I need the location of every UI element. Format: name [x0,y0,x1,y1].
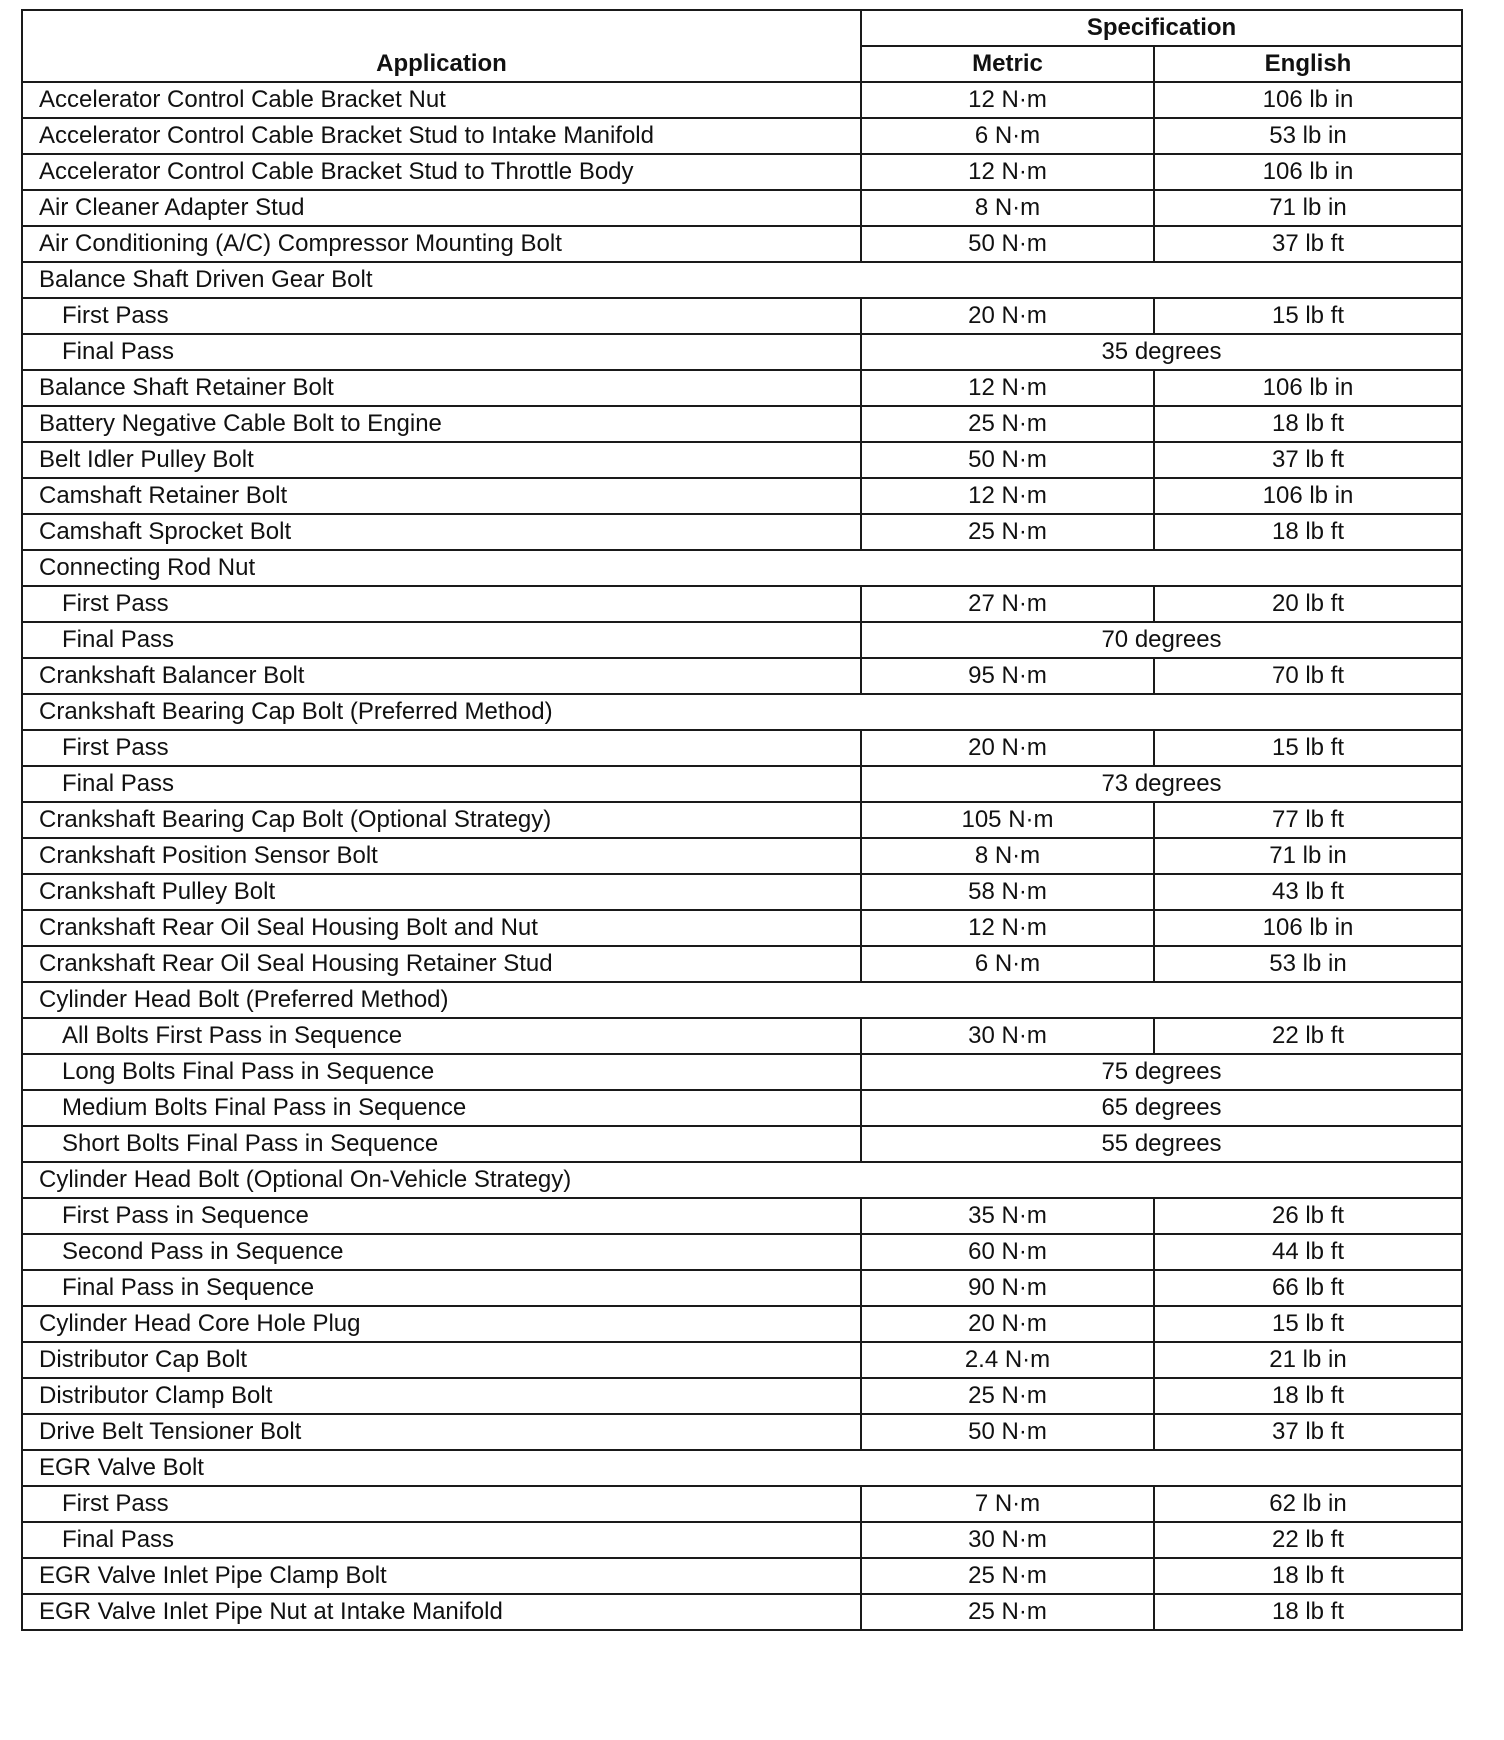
application-cell: Medium Bolts Final Pass in Sequence [22,1090,861,1126]
english-cell: 37 lb ft [1154,1414,1462,1450]
english-cell: 18 lb ft [1154,406,1462,442]
english-cell: 106 lb in [1154,478,1462,514]
application-cell: First Pass [22,586,861,622]
application-cell: Drive Belt Tensioner Bolt [22,1414,861,1450]
table-row [22,838,1462,874]
application-cell: Air Cleaner Adapter Stud [22,190,861,226]
metric-cell: 25 N·m [861,1594,1154,1630]
table-row [22,406,1462,442]
english-header: English [1154,46,1462,82]
english-cell: 70 lb ft [1154,658,1462,694]
metric-cell: 12 N·m [861,370,1154,406]
metric-cell: 6 N·m [861,118,1154,154]
application-cell: Accelerator Control Cable Bracket Stud to Intake Manifold [22,118,861,154]
application-cell: Distributor Clamp Bolt [22,1378,861,1414]
metric-cell: 25 N·m [861,1558,1154,1594]
metric-cell: 20 N·m [861,298,1154,334]
table-row [22,1378,1462,1414]
application-cell: Battery Negative Cable Bolt to Engine [22,406,861,442]
table-row [22,298,1462,334]
table-row [22,442,1462,478]
application-cell: Crankshaft Bearing Cap Bolt (Optional Strategy) [22,802,861,838]
metric-cell: 50 N·m [861,226,1154,262]
application-cell: Final Pass in Sequence [22,1270,861,1306]
angle-spec-cell: 70 degrees [861,622,1462,658]
table-row [22,1054,1462,1090]
metric-cell: 25 N·m [861,514,1154,550]
english-cell: 22 lb ft [1154,1522,1462,1558]
table-row [22,118,1462,154]
application-cell: First Pass [22,730,861,766]
metric-cell: 2.4 N·m [861,1342,1154,1378]
application-cell: All Bolts First Pass in Sequence [22,1018,861,1054]
english-cell: 18 lb ft [1154,1378,1462,1414]
application-cell: Belt Idler Pulley Bolt [22,442,861,478]
header-row-top [22,10,1462,46]
table-row [22,82,1462,118]
table-row [22,1126,1462,1162]
application-cell: Accelerator Control Cable Bracket Stud to Throttle Body [22,154,861,190]
application-cell: Crankshaft Position Sensor Bolt [22,838,861,874]
application-cell: Camshaft Sprocket Bolt [22,514,861,550]
application-cell: Balance Shaft Retainer Bolt [22,370,861,406]
table-row [22,1486,1462,1522]
table-header [22,10,1462,82]
application-cell: Cylinder Head Bolt (Optional On-Vehicle Strategy) [22,1162,1462,1198]
table-row [22,1558,1462,1594]
application-cell: First Pass [22,298,861,334]
english-cell: 62 lb in [1154,1486,1462,1522]
application-cell: Crankshaft Rear Oil Seal Housing Retainer Stud [22,946,861,982]
application-cell: Camshaft Retainer Bolt [22,478,861,514]
english-cell: 18 lb ft [1154,1594,1462,1630]
application-cell: Crankshaft Balancer Bolt [22,658,861,694]
angle-spec-cell: 55 degrees [861,1126,1462,1162]
metric-cell: 12 N·m [861,82,1154,118]
english-cell: 18 lb ft [1154,1558,1462,1594]
table-row [22,1234,1462,1270]
english-cell: 18 lb ft [1154,514,1462,550]
metric-cell: 90 N·m [861,1270,1154,1306]
english-cell: 37 lb ft [1154,442,1462,478]
metric-cell: 25 N·m [861,406,1154,442]
english-cell: 43 lb ft [1154,874,1462,910]
english-cell: 53 lb in [1154,946,1462,982]
application-cell: Second Pass in Sequence [22,1234,861,1270]
english-cell: 71 lb in [1154,190,1462,226]
table-row [22,658,1462,694]
table-body [22,82,1462,1630]
metric-cell: 35 N·m [861,1198,1154,1234]
table-row [22,874,1462,910]
application-cell: Distributor Cap Bolt [22,1342,861,1378]
application-cell: Crankshaft Bearing Cap Bolt (Preferred Method) [22,694,1462,730]
english-cell: 106 lb in [1154,910,1462,946]
english-cell: 44 lb ft [1154,1234,1462,1270]
application-cell: Long Bolts Final Pass in Sequence [22,1054,861,1090]
english-cell: 22 lb ft [1154,1018,1462,1054]
table-row [22,1306,1462,1342]
table-row [22,154,1462,190]
table-row [22,910,1462,946]
application-cell: Crankshaft Pulley Bolt [22,874,861,910]
angle-spec-cell: 75 degrees [861,1054,1462,1090]
table-row [22,190,1462,226]
metric-cell: 12 N·m [861,478,1154,514]
english-cell: 26 lb ft [1154,1198,1462,1234]
group-row [22,1162,1462,1198]
table-row [22,334,1462,370]
table-row [22,370,1462,406]
metric-cell: 25 N·m [861,1378,1154,1414]
english-cell: 106 lb in [1154,82,1462,118]
table-row [22,802,1462,838]
application-cell: EGR Valve Bolt [22,1450,1462,1486]
application-cell: Final Pass [22,1522,861,1558]
table-row [22,226,1462,262]
table-row [22,1090,1462,1126]
table-row [22,1270,1462,1306]
metric-cell: 20 N·m [861,1306,1154,1342]
table-row [22,1018,1462,1054]
english-cell: 106 lb in [1154,154,1462,190]
metric-cell: 30 N·m [861,1018,1154,1054]
application-cell: First Pass in Sequence [22,1198,861,1234]
metric-cell: 12 N·m [861,910,1154,946]
english-cell: 21 lb in [1154,1342,1462,1378]
group-row [22,982,1462,1018]
metric-cell: 7 N·m [861,1486,1154,1522]
english-cell: 15 lb ft [1154,1306,1462,1342]
english-cell: 20 lb ft [1154,586,1462,622]
metric-cell: 8 N·m [861,190,1154,226]
english-cell: 15 lb ft [1154,730,1462,766]
angle-spec-cell: 73 degrees [861,766,1462,802]
english-cell: 66 lb ft [1154,1270,1462,1306]
metric-cell: 12 N·m [861,154,1154,190]
table-row [22,622,1462,658]
english-cell: 106 lb in [1154,370,1462,406]
metric-cell: 58 N·m [861,874,1154,910]
english-cell: 71 lb in [1154,838,1462,874]
group-row [22,262,1462,298]
metric-cell: 60 N·m [861,1234,1154,1270]
metric-cell: 50 N·m [861,442,1154,478]
metric-cell: 8 N·m [861,838,1154,874]
metric-cell: 30 N·m [861,1522,1154,1558]
english-cell: 15 lb ft [1154,298,1462,334]
application-cell: Final Pass [22,766,861,802]
table-row [22,514,1462,550]
application-cell: Cylinder Head Core Hole Plug [22,1306,861,1342]
table-row [22,1198,1462,1234]
group-row [22,1450,1462,1486]
english-cell: 37 lb ft [1154,226,1462,262]
english-cell: 77 lb ft [1154,802,1462,838]
application-cell: Crankshaft Rear Oil Seal Housing Bolt and Nut [22,910,861,946]
specification-header: Specification [861,10,1462,46]
application-cell: Short Bolts Final Pass in Sequence [22,1126,861,1162]
application-cell: EGR Valve Inlet Pipe Nut at Intake Manifold [22,1594,861,1630]
application-cell: Air Conditioning (A/C) Compressor Mounting Bolt [22,226,861,262]
application-header: Application [22,10,861,82]
application-cell: Balance Shaft Driven Gear Bolt [22,262,1462,298]
group-row [22,694,1462,730]
metric-header: Metric [861,46,1154,82]
table-row [22,730,1462,766]
angle-spec-cell: 65 degrees [861,1090,1462,1126]
torque-spec-table [21,9,1463,1631]
angle-spec-cell: 35 degrees [861,334,1462,370]
application-cell: Final Pass [22,334,861,370]
application-cell: Accelerator Control Cable Bracket Nut [22,82,861,118]
group-row [22,550,1462,586]
metric-cell: 27 N·m [861,586,1154,622]
table-row [22,946,1462,982]
table-row [22,1522,1462,1558]
application-cell: Final Pass [22,622,861,658]
table-row [22,1594,1462,1630]
metric-cell: 95 N·m [861,658,1154,694]
application-cell: EGR Valve Inlet Pipe Clamp Bolt [22,1558,861,1594]
metric-cell: 50 N·m [861,1414,1154,1450]
table-row [22,1342,1462,1378]
metric-cell: 20 N·m [861,730,1154,766]
metric-cell: 6 N·m [861,946,1154,982]
table-row [22,478,1462,514]
application-cell: First Pass [22,1486,861,1522]
table-row [22,586,1462,622]
english-cell: 53 lb in [1154,118,1462,154]
table-row [22,766,1462,802]
table-row [22,1414,1462,1450]
metric-cell: 105 N·m [861,802,1154,838]
application-cell: Cylinder Head Bolt (Preferred Method) [22,982,1462,1018]
application-cell: Connecting Rod Nut [22,550,1462,586]
